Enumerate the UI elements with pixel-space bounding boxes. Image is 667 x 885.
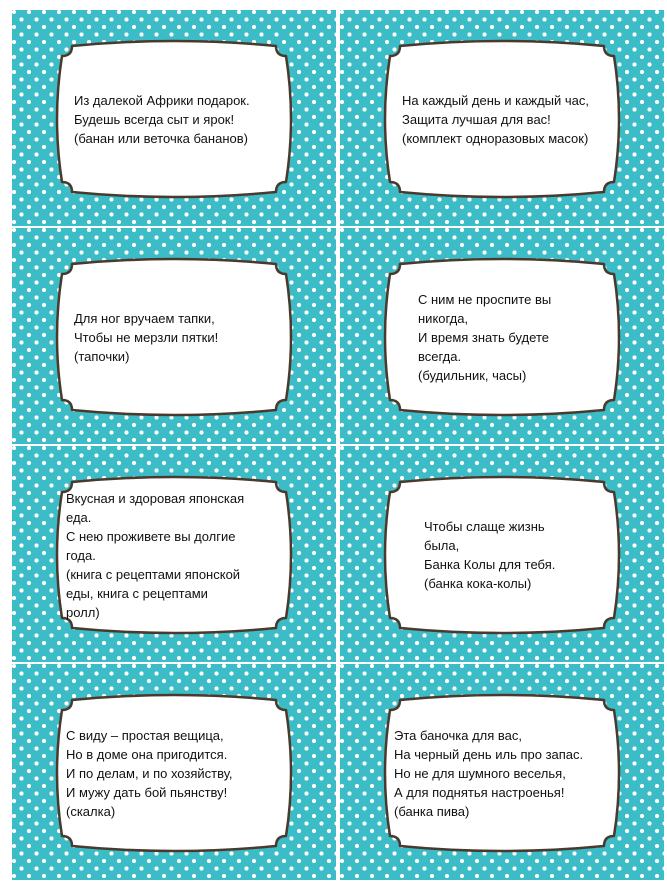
poem-line: (тапочки) [74, 348, 130, 364]
label-frame [56, 40, 292, 198]
poem-line: ролл) [66, 604, 100, 620]
poem-line: никогда, [418, 310, 469, 326]
poem-line: Чтобы слаще жизнь [424, 519, 545, 534]
gift-card-banana [12, 10, 336, 226]
poem-line: Банка Колы для тебя. [424, 557, 556, 572]
gift-card-masks [340, 10, 664, 226]
card-poem [424, 476, 608, 634]
poem-line: Из далекой Африки подарок. [74, 92, 250, 108]
poem-line: А для поднятья настроенья! [394, 784, 565, 800]
poem-line: На черный день иль про запас. [394, 746, 584, 762]
gift-card-alarm-clock [340, 228, 664, 444]
card-poem [66, 476, 280, 634]
card-poem [402, 40, 608, 198]
gift-card-cola [340, 446, 664, 662]
card-poem [394, 694, 608, 852]
poem-line: Эта баночка для вас, [394, 727, 523, 743]
label-frame [56, 694, 292, 852]
gift-card-beer [340, 664, 664, 880]
poem-line: Будешь всегда сыт и ярок! [74, 111, 235, 127]
poem-line: (книга с рецептами японской [66, 566, 241, 582]
poem-line: И по делам, и по хозяйству, [66, 765, 233, 781]
poem-line: И мужу дать бой пьянству! [66, 784, 228, 800]
label-frame [56, 258, 292, 416]
poem-line: (банка кока-колы) [424, 576, 532, 591]
card-poem [66, 694, 280, 852]
poem-line: Но не для шумного веселья, [394, 765, 566, 781]
poem-line: всегда. [418, 348, 462, 364]
poem-line: (банан или веточка бананов) [74, 130, 248, 146]
card-sheet [12, 10, 667, 878]
gift-card-slippers [12, 228, 336, 444]
poem-line: (будильник, часы) [418, 367, 527, 383]
poem-line: С нею проживете вы долгие [66, 528, 236, 544]
poem-line: года. [66, 547, 96, 563]
poem-line: Защита лучшая для вас! [402, 111, 551, 127]
poem-line: Но в доме она пригодится. [66, 746, 228, 762]
card-poem [418, 258, 608, 416]
poem-line: (комплект одноразовых масок) [402, 130, 589, 146]
poem-line: была, [424, 538, 460, 553]
gift-card-japanese-cookbook [12, 446, 336, 662]
poem-line: С ним не проспите вы [418, 291, 552, 307]
poem-line: Вкусная и здоровая японская [66, 490, 245, 506]
poem-line: еда. [66, 509, 92, 525]
label-frame [56, 476, 292, 634]
poem-line: (банка пива) [394, 803, 470, 819]
poem-line: Чтобы не мерзли пятки! [74, 329, 219, 345]
label-frame [384, 694, 620, 852]
poem-line: Для ног вручаем тапки, [74, 310, 215, 326]
label-frame [384, 476, 620, 634]
poem-line: На каждый день и каждый час, [402, 92, 590, 108]
card-poem [74, 40, 280, 198]
poem-line: еды, книга с рецептами [66, 585, 208, 601]
label-frame [384, 258, 620, 416]
poem-line: (скалка) [66, 803, 116, 819]
poem-line: И время знать будете [418, 329, 549, 345]
poem-line: С виду – простая вещица, [66, 727, 224, 743]
label-frame [384, 40, 620, 198]
gift-card-rolling-pin [12, 664, 336, 880]
card-poem [74, 258, 280, 416]
